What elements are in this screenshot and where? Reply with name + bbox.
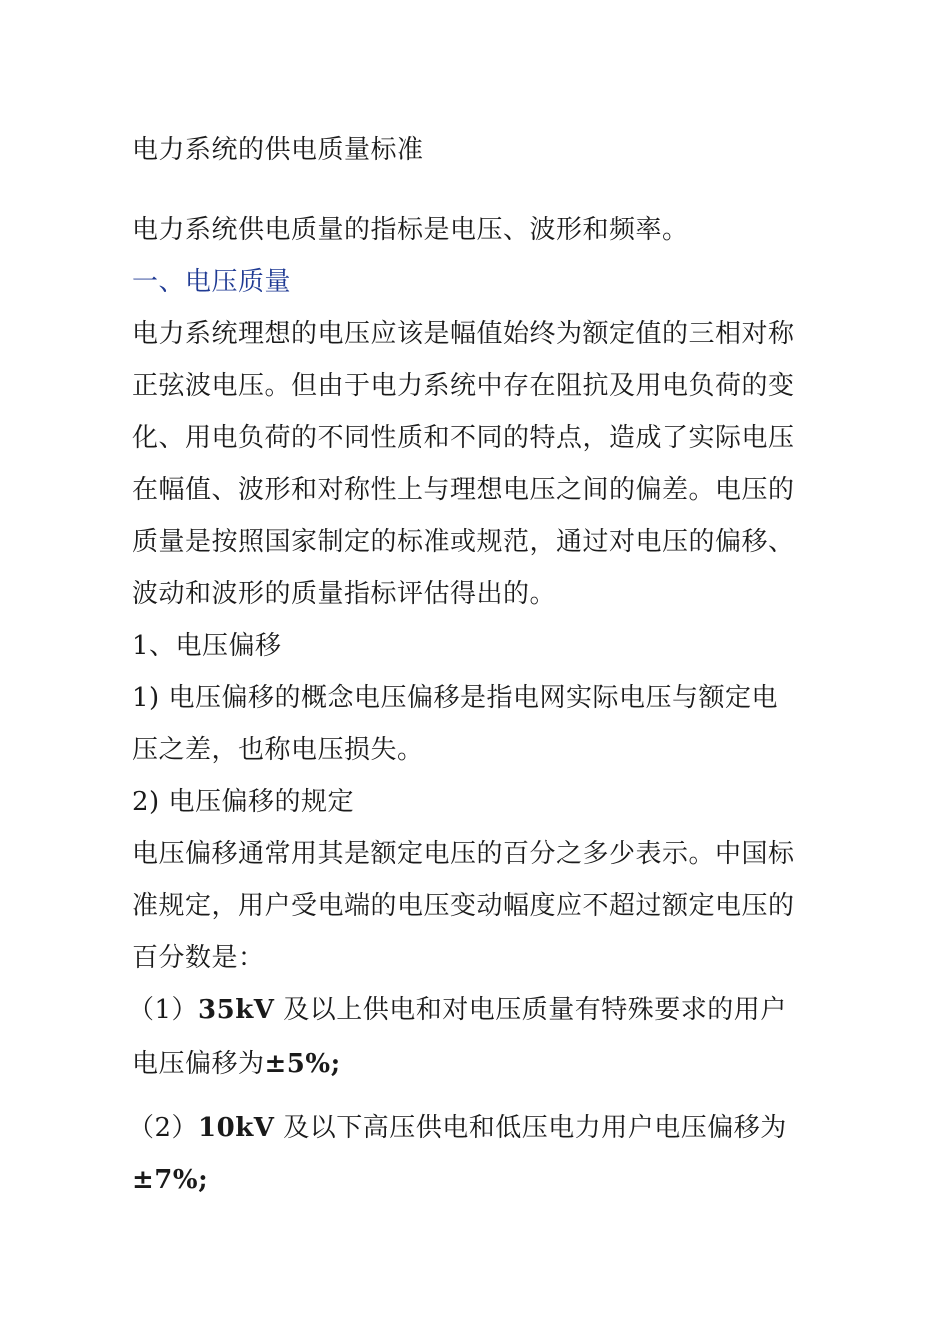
rule-number: （2）	[128, 1113, 199, 1143]
rule-voltage: 35kV	[198, 995, 275, 1025]
paragraph-line: 在幅值、波形和对称性上与理想电压之间的偏差。电压的	[132, 475, 795, 505]
rule-1-line-2	[132, 1049, 341, 1079]
paragraph-line: 准规定，用户受电端的电压变动幅度应不超过额定电压的	[132, 891, 795, 921]
subheading-voltage-deviation: 1、电压偏移	[132, 631, 282, 661]
document-title: 电力系统的供电质量标准	[132, 135, 424, 165]
item-line: 1) 电压偏移的概念电压偏移是指电网实际电压与额定电	[132, 683, 778, 713]
paragraph-line: 百分数是：	[132, 943, 265, 973]
rule-number: （1）	[128, 995, 199, 1025]
paragraph-line: 质量是按照国家制定的标准或规范，通过对电压的偏移、	[132, 527, 795, 557]
item-line: 压之差，也称电压损失。	[132, 735, 424, 765]
rule-text: 及以上供电和对电压质量有特殊要求的用户	[283, 995, 787, 1025]
section-heading-voltage-quality: 一、电压质量	[132, 267, 292, 297]
rule-percent: ±7%;	[132, 1165, 209, 1195]
rule-2-line-2	[132, 1165, 208, 1195]
rule-1-line	[128, 995, 787, 1025]
paragraph-line: 电力系统理想的电压应该是幅值始终为额定值的三相对称	[132, 319, 795, 349]
paragraph-line: 正弦波电压。但由于电力系统中存在阻抗及用电负荷的变	[132, 371, 795, 401]
rule-text: 电压偏移为	[132, 1049, 265, 1079]
rule-text: 及以下高压供电和低压电力用户电压偏移为	[283, 1113, 787, 1143]
paragraph-line: 化、用电负荷的不同性质和不同的特点，造成了实际电压	[132, 423, 795, 453]
item-line: 2) 电压偏移的规定	[132, 787, 354, 817]
intro-paragraph: 电力系统供电质量的指标是电压、波形和频率。	[132, 215, 689, 245]
paragraph-line: 波动和波形的质量指标评估得出的。	[132, 579, 557, 609]
paragraph-line: 电压偏移通常用其是额定电压的百分之多少表示。中国标	[132, 839, 795, 869]
rule-percent: ±5%;	[264, 1049, 341, 1079]
rule-voltage: 10kV	[198, 1113, 275, 1143]
rule-2-line	[128, 1113, 787, 1143]
